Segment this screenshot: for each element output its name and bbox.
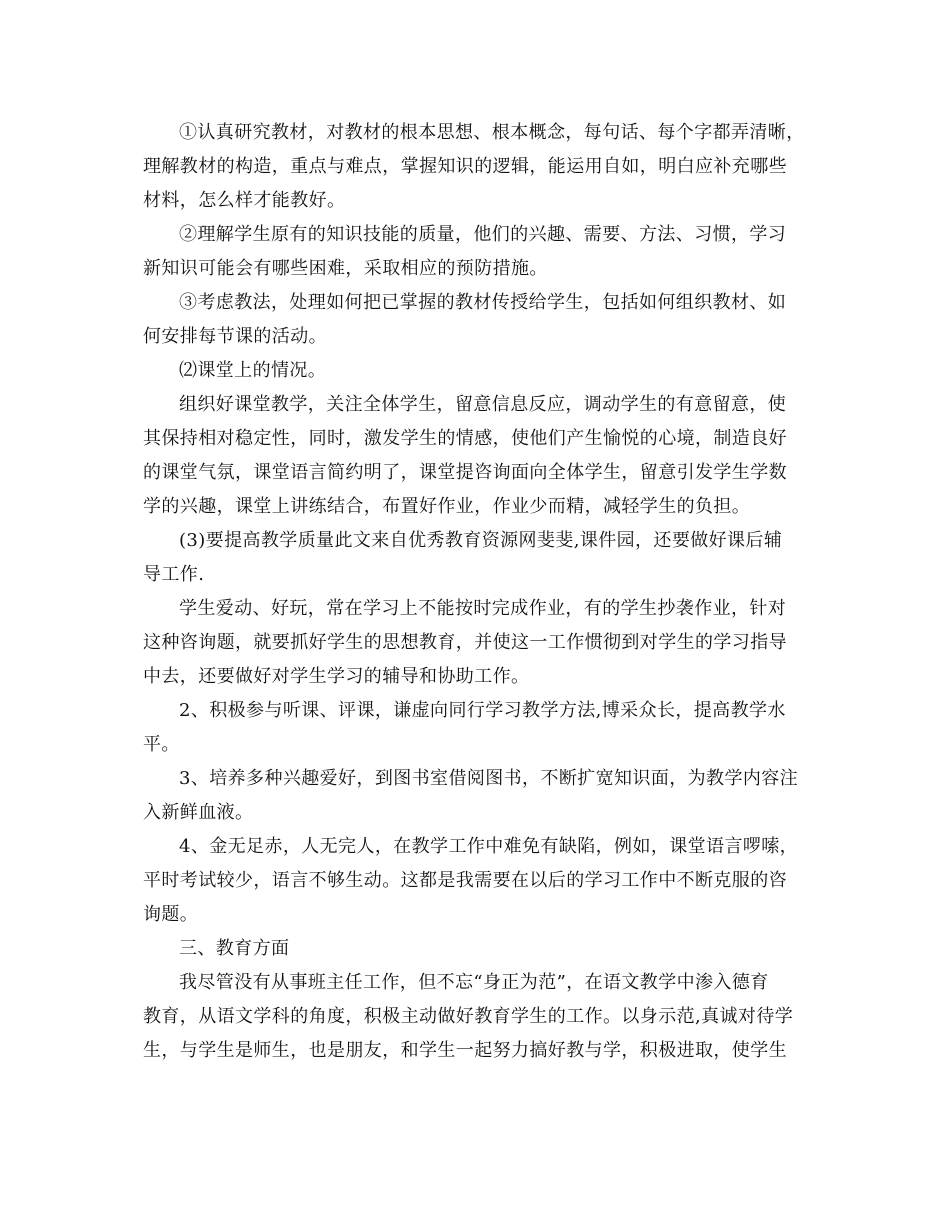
text-line: 中去，还要做好对学生学习的辅导和协助工作。 [143,666,530,687]
text-line: 组织好课堂教学，关注全体学生，留意信息反应，调动学生的有意留意，使 [179,394,787,415]
text-line: 3、培养多种兴趣爱好，到图书室借阅图书，不断扩宽知识面，为教学内容注 [179,768,799,789]
text-line: 2、积极参与听课、评课，谦虚向同行学习教学方法,博采众长，提高教学水 [179,700,786,721]
text-line: 理解教材的构造，重点与难点，掌握知识的逻辑，能运用自如，明白应补充哪些 [143,156,787,177]
text-line: 4、金无足赤，人无完人，在教学工作中难免有缺陷，例如，课堂语言啰嗦， [179,836,799,857]
text-line: ⑵课堂上的情况。 [179,360,327,381]
text-line: 询题。 [143,904,199,925]
text-line: 入新鲜血液。 [143,802,254,823]
text-line: 三、教育方面 [179,938,290,959]
text-line: 其保持相对稳定性，同时，激发学生的情感，使他们产生愉悦的心境，制造良好 [143,428,787,449]
document-body [143,116,803,1068]
text-line: 平时考试较少，语言不够生动。这都是我需要在以后的学习工作中不断克服的咨 [143,870,787,891]
text-line: ③考虑教法，处理如何把已掌握的教材传授给学生，包括如何组织教材、如 [179,292,787,313]
text-line: 导工作. [143,564,205,585]
text-line: 生，与学生是师生，也是朋友，和学生一起努力搞好教与学，积极进取，使学生 [143,1040,787,1061]
text-line: 这种咨询题，就要抓好学生的思想教育，并使这一工作惯彻到对学生的学习指导 [143,632,787,653]
text-line: 平。 [143,734,180,755]
text-line: 材料，怎么样才能教好。 [143,190,346,211]
text-line: 何安排每节课的活动。 [143,326,327,347]
text-line: ②理解学生原有的知识技能的质量，他们的兴趣、需要、方法、习惯，学习 [179,224,787,245]
text-line: 学生爱动、好玩，常在学习上不能按时完成作业，有的学生抄袭作业，针对 [179,598,787,619]
text-line: 学的兴趣，课堂上讲练结合，布置好作业，作业少而精，减轻学生的负担。 [143,496,751,517]
text-line: (3)要提高教学质量此文来自优秀教育资源网斐斐,课件园，还要做好课后辅 [179,530,783,551]
text-line: 教育，从语文学科的角度，积极主动做好教育学生的工作。以身示范,真诚对待学 [143,1006,794,1027]
text-line: 我尽管没有从事班主任工作，但不忘“身正为范”，在语文教学中渗入德育 [179,972,769,993]
text-line: ①认真研究教材，对教材的根本思想、根本概念，每句话、每个字都弄清晰， [179,122,805,143]
text-line: 新知识可能会有哪些困难，采取相应的预防措施。 [143,258,548,279]
text-line: 的课堂气氛，课堂语言简约明了，课堂提咨询面向全体学生，留意引发学生学数 [143,462,787,483]
